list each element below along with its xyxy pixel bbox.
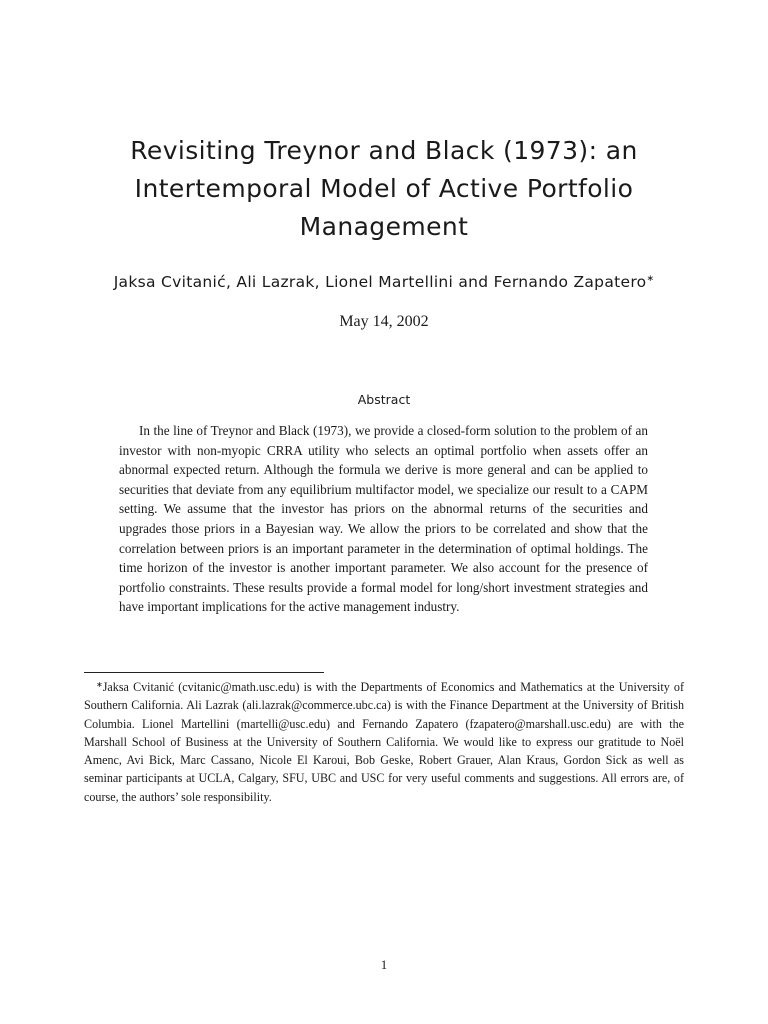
abstract-heading: Abstract <box>357 392 411 407</box>
author-list <box>60 273 708 291</box>
footnote-text: Jaksa Cvitanić (cvitanic@math.usc.edu) is with the Departments of Economics and Mathematics at the University of Southern California. Ali Lazrak (ali.lazrak@commerce.ubc.ca) is with the Finance Department at the University of British Columbia. Lionel Martellini (martelli@usc.edu) and Fernando Zapatero (fzapatero@marshall.usc.edu) are with the Marshall School of Business at the University of Southern California. We would like to express our gratitude to Noël Amenc, Avi Bick, Marc Cassano, Nicole El Karoui, Bob Geske, Robert Grauer, Alan Kraus, Gordon Sick as well as seminar participants at UCLA, Calgary, SFU, UBC and USC for very useful comments and suggestions. All errors are, of course, the authors’ sole responsibility. <box>84 680 684 804</box>
page-number: 1 <box>380 957 388 972</box>
title-line-3: Management <box>299 212 469 241</box>
author-footnote <box>84 676 684 806</box>
title-line-2: Intertemporal Model of Active Portfolio <box>134 174 634 203</box>
abstract-text: In the line of Treynor and Black (1973), we provide a closed-form solution to the problem of an investor with non-myopic CRRA utility who selects an optimal portfolio when assets offer an abnormal expected return. Although the formula we derive is more general and can be applied to securities that deviate from any equilibrium multifactor model, we specialize our result to a CAPM setting. We assume that the investor has priors on the abnormal returns of the securities and upgrades those priors in a Bayesian way. We allow the priors to be correlated and show that the correlation between priors is an important parameter in the determination of optimal holdings. The time horizon of the investor is another important parameter. We also account for the presence of portfolio constraints. These results provide a formal model for long/short investment strategies and have important implications for the active management industry. <box>119 423 648 615</box>
author-names: Jaksa Cvitanić, Ali Lazrak, Lionel Martellini and Fernando Zapatero <box>113 273 647 291</box>
publication-date: May 14, 2002 <box>339 313 429 330</box>
paper-title <box>84 132 684 246</box>
footnote-divider <box>84 672 324 673</box>
title-line-1: Revisiting Treynor and Black (1973): an <box>130 136 638 165</box>
author-footnote-mark: ∗ <box>646 274 655 284</box>
footnote-mark: ∗ <box>96 680 103 689</box>
